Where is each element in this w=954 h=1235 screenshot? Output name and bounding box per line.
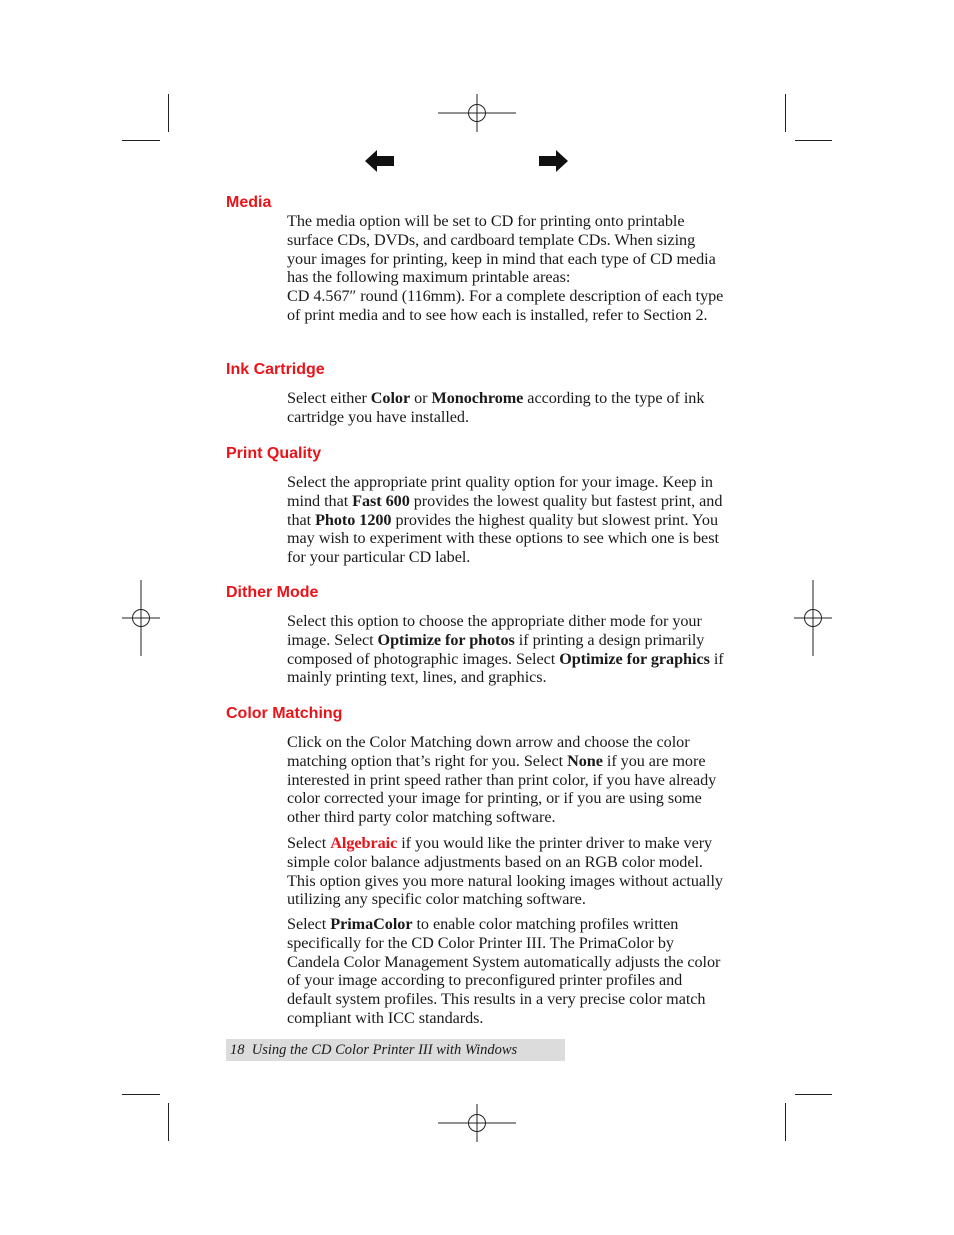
text-run: to enable color matching profiles written specifically for the CD Color Printer III. The PrimaColor by Candela Color Management System automatically adjusts the color of your image according to preconfigured printer profiles and default system profiles. This results in a very precise color match compliant with ICC standards.	[287, 915, 721, 1027]
dither-mode-paragraph	[287, 612, 727, 687]
option-term: PrimaColor	[330, 915, 413, 933]
text-run: Select this option to choose the appropriate dither mode for your image. Select	[287, 612, 702, 649]
media-text-continued: CD 4.567″ round (116mm). For a complete description of each type of print media and to see how each is installed, refer to Section 2.	[287, 287, 724, 324]
option-term: Optimize for graphics	[559, 649, 710, 668]
text-run: Click on the Color Matching down arrow and choose the color matching option that’s right for you. Select	[287, 733, 690, 770]
text-run: if you would like the printer driver to make very simple color balance adjustments based on an RGB color model. This option gives you more natural looking images without actually utilizing any specific color matching software.	[287, 834, 723, 909]
print-quality-paragraph	[287, 473, 727, 567]
text-run: provides the highest quality but slowest print. You may wish to experiment with these options to see which one is best for your particular CD label.	[287, 510, 719, 567]
color-matching-paragraph-3	[287, 915, 727, 1028]
left-arrow-icon[interactable]	[365, 150, 394, 172]
text-run: or	[410, 389, 432, 407]
page-number: 18	[230, 1042, 245, 1058]
text-run: if you are more interested in print speed rather than print color, if you have already color corrected your image for printing, or if you are using some other third party color matching software.	[287, 751, 717, 827]
section-heading-color-matching: Color Matching	[226, 705, 343, 722]
option-term: Monochrome	[431, 389, 524, 407]
text-run: provides the lowest quality but fastest print, and that	[287, 491, 723, 529]
text-run: Select either	[287, 389, 371, 407]
option-term: Optimize for photos	[377, 630, 515, 649]
crop-mark	[785, 1103, 786, 1141]
option-term: Color	[370, 389, 411, 407]
registration-mark-icon	[794, 580, 832, 656]
crop-mark	[785, 94, 786, 132]
right-arrow-icon[interactable]	[539, 150, 568, 172]
registration-mark-icon	[438, 1104, 516, 1142]
footer-title: Using the CD Color Printer III with Windows	[251, 1042, 518, 1058]
text-run: if printing a design primarily composed of photographic images. Select	[287, 630, 705, 668]
section-heading-media: Media	[226, 194, 272, 211]
text-run: Select	[287, 834, 331, 852]
text-run: according to the type of ink cartridge you have installed.	[287, 389, 705, 426]
text-run: if mainly printing text, lines, and graphics.	[287, 649, 724, 687]
footer-text	[230, 1040, 517, 1060]
ink-cartridge-paragraph	[287, 389, 727, 427]
section-heading-ink-cartridge: Ink Cartridge	[226, 361, 325, 378]
algebraic-link[interactable]: Algebraic	[330, 834, 398, 852]
media-text: The media option will be set to CD for printing onto printable surface CDs, DVDs, and cardboard template CDs. When sizing your images for printing, keep in mind that each type of CD media has the following maximum printable areas:	[287, 212, 716, 287]
crop-mark	[168, 1103, 169, 1141]
option-term: Photo 1200	[315, 510, 392, 529]
registration-mark-icon	[122, 580, 160, 656]
crop-mark	[122, 1094, 160, 1095]
registration-mark-icon	[438, 94, 516, 132]
page-footer	[226, 1039, 565, 1061]
crop-mark	[795, 140, 832, 141]
crop-mark	[168, 94, 169, 132]
crop-mark	[795, 1094, 832, 1095]
media-paragraph	[287, 212, 727, 325]
option-term: None	[567, 751, 603, 770]
section-heading-dither-mode: Dither Mode	[226, 584, 319, 601]
crop-mark	[122, 140, 160, 141]
option-term: Fast 600	[352, 491, 410, 510]
text-run: Select the appropriate print quality option for your image. Keep in mind that	[287, 473, 713, 510]
color-matching-paragraph-1	[287, 733, 727, 827]
text-run: Select	[287, 915, 331, 933]
color-matching-paragraph-2	[287, 834, 727, 909]
section-heading-print-quality: Print Quality	[226, 445, 322, 462]
